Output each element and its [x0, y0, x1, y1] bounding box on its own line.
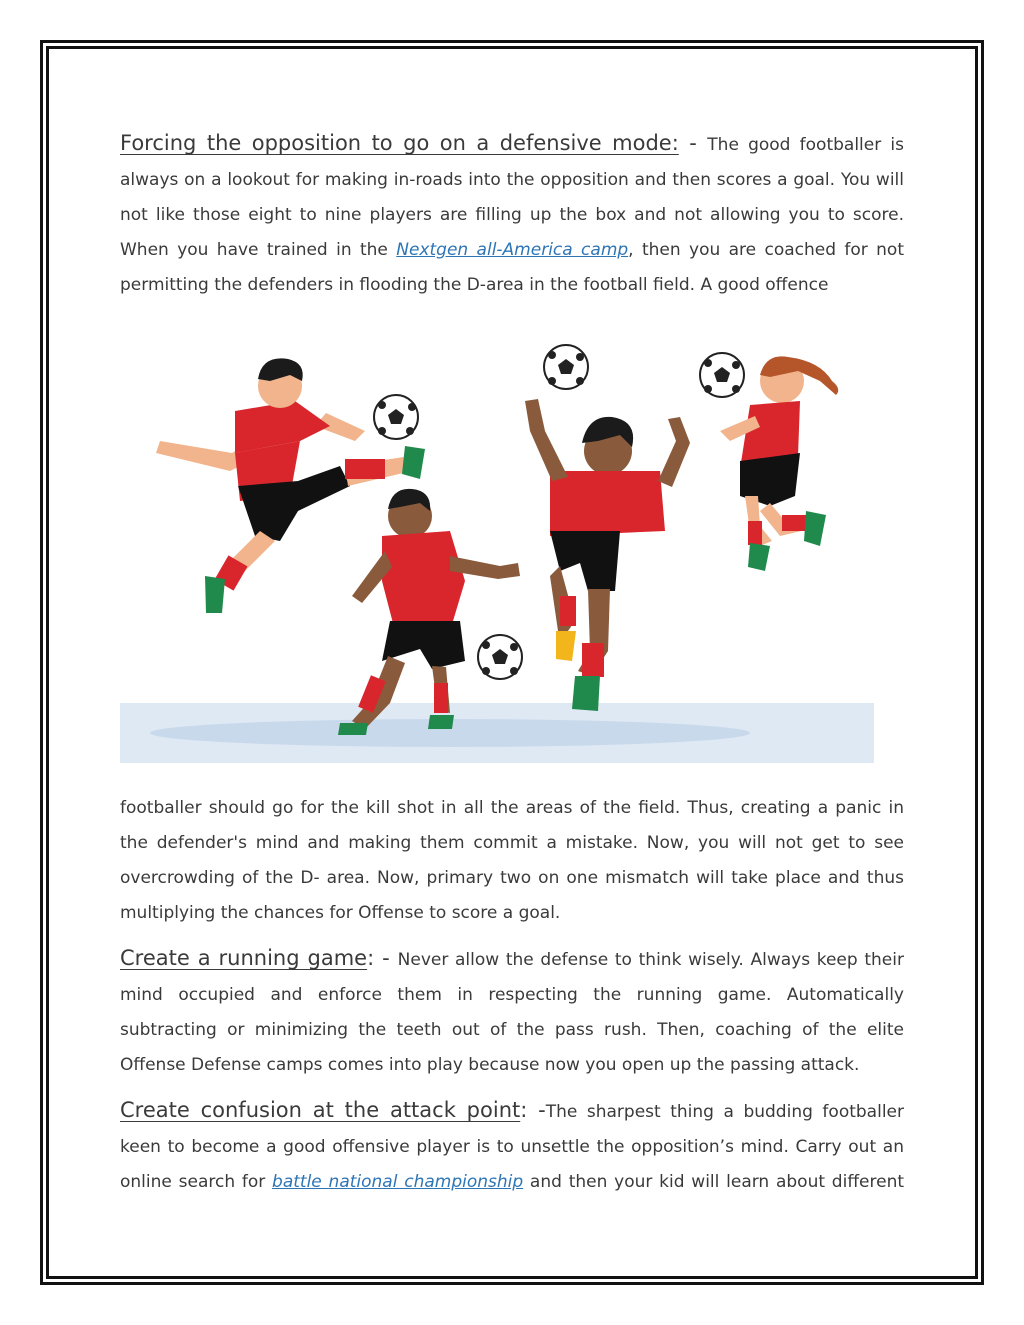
section3-text-a: The sharpest thing a budding footballer keen to become a good offensive player is to unsettle the opposition’s mind. Carry out an online search for — [120, 1102, 904, 1192]
soccer-players-illustration — [120, 331, 874, 763]
section3-text-b: and then your kid will learn about different — [523, 1172, 905, 1192]
section2-heading: Create a running game — [120, 946, 368, 970]
section2-paragraph — [120, 941, 904, 1083]
section1-paragraph — [120, 126, 904, 303]
section1-text-b: , then you are coached for not permitting the defenders in flooding the D-area in the football field. A good offence — [120, 240, 904, 295]
section1-text-a: The good footballer is always on a lookout for making in-roads into the opposition and then scores a goal. You will not like those eight to nine players are filling up the box and not allowing you to score. When you have trained in the — [120, 135, 904, 260]
player-girl-braids — [338, 489, 520, 735]
ball-4 — [700, 353, 744, 397]
section1-separator: - — [678, 131, 708, 155]
ball-2 — [478, 635, 522, 679]
document-body — [120, 126, 904, 1200]
section2-text: Never allow the defense to think wisely. Always keep their mind occupied and enforce them in respecting the running game. Automatically subtracting or minimizing the teeth out of the pass rush. Then, coaching of the elite Offense Defense camps comes into play because now you open up the passing attack. — [120, 950, 904, 1075]
ball-1 — [374, 395, 418, 439]
section3-heading: Create confusion at the attack point — [120, 1098, 521, 1122]
section3-separator: : - — [520, 1098, 546, 1122]
section3-paragraph — [120, 1093, 904, 1200]
section2-separator: : - — [367, 946, 398, 970]
battle-championship-link[interactable]: battle national championship — [272, 1172, 524, 1192]
ball-3 — [544, 345, 588, 389]
section1-continuation: footballer should go for the kill shot in all the areas of the field. Thus, creating a panic in the defender's mind and making them commit a mistake. Now, you will not get to see overcrowding of the D- area. Now, primary two on one mismatch will take place and thus multiplying the chances for Offense to score a goal. — [120, 798, 904, 923]
player-boy-heading — [525, 399, 690, 711]
nextgen-camp-link[interactable]: Nextgen all-America camp — [396, 240, 629, 260]
section1-heading: Forcing the opposition to go on a defensive mode: — [120, 131, 679, 155]
